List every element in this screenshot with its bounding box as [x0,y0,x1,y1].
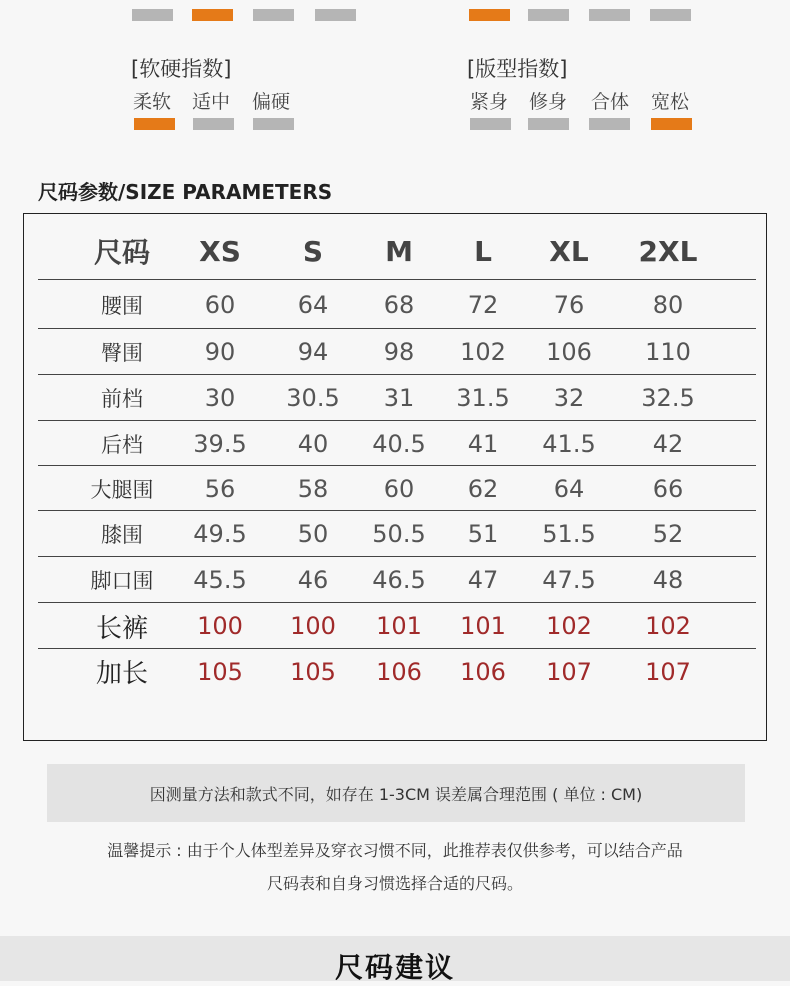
table-cell: 60 [383,474,415,503]
softness-bar-0 [134,118,175,130]
top-bar-right-2 [589,9,630,21]
table-row [38,280,756,329]
table-row [38,511,756,557]
header-cell-s: S [302,234,324,268]
table-header-row [38,222,756,280]
softness-option-1: 适中 [192,91,231,113]
table-cell: 64 [553,474,585,503]
row-label: 加长 [95,659,148,689]
softness-bar-2 [253,118,294,130]
table-cell: 51 [467,520,499,548]
table-cell: 98 [383,338,415,366]
table-cell: 46 [297,566,329,594]
table-cell: 76 [553,290,585,319]
table-cell: 62 [467,474,499,503]
table-cell: 39.5 [193,429,247,458]
top-bar-left-1 [192,9,233,21]
table-cell: 30 [204,384,236,412]
row-label: 前档 [101,387,143,411]
table-cell: 102 [645,612,691,640]
table-cell: 31 [383,384,415,412]
tip-line-1: 温馨提示 : 由于个人体型差异及穿衣习惯不同，此推荐表仅供参考，可以结合产品 [107,841,683,860]
fit-option-1: 修身 [529,91,568,113]
section-title: 尺码参数/SIZE PARAMETERS [38,180,333,204]
top-bar-right-1 [528,9,569,21]
fit-option-0: 紧身 [470,91,509,113]
table-cell: 101 [460,612,506,640]
size-table [23,213,767,741]
fit-option-2: 合体 [591,91,630,113]
table-cell: 66 [652,474,684,503]
table-cell: 80 [652,290,684,319]
table-cell: 100 [197,612,243,640]
table-row [38,375,756,421]
header-cell-xs: XS [199,234,241,268]
fit-title: [版型指数] [467,57,568,81]
tip-line-2: 尺码表和自身习惯选择合适的尺码。 [266,874,523,893]
table-cell: 102 [460,338,506,366]
footer-title: 尺码建议 [334,951,455,984]
row-label: 脚口围 [90,569,154,593]
table-cell: 30.5 [286,384,340,412]
header-cell-xl: XL [549,234,589,268]
header-cell-2xl: 2XL [638,234,698,268]
table-cell: 47.5 [542,566,596,594]
table-row [38,466,756,511]
table-row [38,421,756,466]
table-cell: 101 [376,612,422,640]
table-cell: 107 [546,657,592,686]
row-label: 膝围 [101,523,143,547]
table-cell: 45.5 [193,566,247,594]
table-cell: 40.5 [372,429,426,458]
table-cell: 42 [652,429,684,458]
row-label: 长裤 [95,613,148,644]
table-cell: 105 [290,657,336,686]
table-cell: 50.5 [372,520,426,548]
table-cell: 31.5 [456,384,510,412]
table-cell: 106 [546,338,592,366]
row-label: 后档 [101,432,143,457]
table-cell: 106 [460,657,506,686]
fit-bar-0 [470,118,511,130]
table-row [38,557,756,603]
table-row [38,329,756,375]
header-cell-label: 尺码 [93,236,150,269]
fit-bar-1 [528,118,569,130]
table-cell: 49.5 [193,520,247,548]
table-cell: 64 [297,290,329,319]
table-cell: 60 [204,290,236,319]
table-cell: 46.5 [372,566,426,594]
top-bar-left-3 [315,9,356,21]
table-cell: 100 [290,612,336,640]
top-bar-left-0 [132,9,173,21]
softness-option-0: 柔软 [133,91,172,113]
table-cell: 58 [297,474,329,503]
table-cell: 47 [467,566,499,594]
top-bar-left-2 [253,9,294,21]
header-cell-l: L [474,234,492,268]
table-cell: 32.5 [641,384,695,412]
table-cell: 94 [297,338,329,366]
fit-bar-3 [651,118,692,130]
row-label: 腰围 [101,293,143,318]
table-cell: 90 [204,338,236,366]
table-cell: 68 [383,290,415,319]
table-cell: 48 [652,566,684,594]
table-cell: 106 [376,657,422,686]
table-cell: 41 [467,429,499,458]
table-cell: 41.5 [542,429,596,458]
softness-bar-1 [193,118,234,130]
table-cell: 102 [546,612,592,640]
table-cell: 52 [652,520,684,548]
table-cell: 56 [204,474,236,503]
softness-title: [软硬指数] [131,57,232,81]
fit-option-3: 宽松 [651,91,690,113]
fit-bar-2 [589,118,630,130]
table-cell: 32 [553,384,585,412]
measurement-note: 因测量方法和款式不同，如存在 1-3CM 误差属合理范围 ( 单位 : CM) [47,764,745,822]
table-cell: 105 [197,657,243,686]
header-cell-m: M [385,234,413,268]
table-row [38,649,756,694]
top-bar-right-0 [469,9,510,21]
table-row [38,603,756,649]
table-cell: 107 [645,657,691,686]
row-label: 大腿围 [90,477,154,502]
softness-option-2: 偏硬 [252,91,291,113]
table-cell: 51.5 [542,520,596,548]
row-label: 臀围 [101,341,143,365]
table-cell: 72 [467,290,499,319]
table-cell: 50 [297,520,329,548]
table-cell: 110 [645,338,691,366]
table-cell: 40 [297,429,329,458]
top-bar-right-3 [650,9,691,21]
